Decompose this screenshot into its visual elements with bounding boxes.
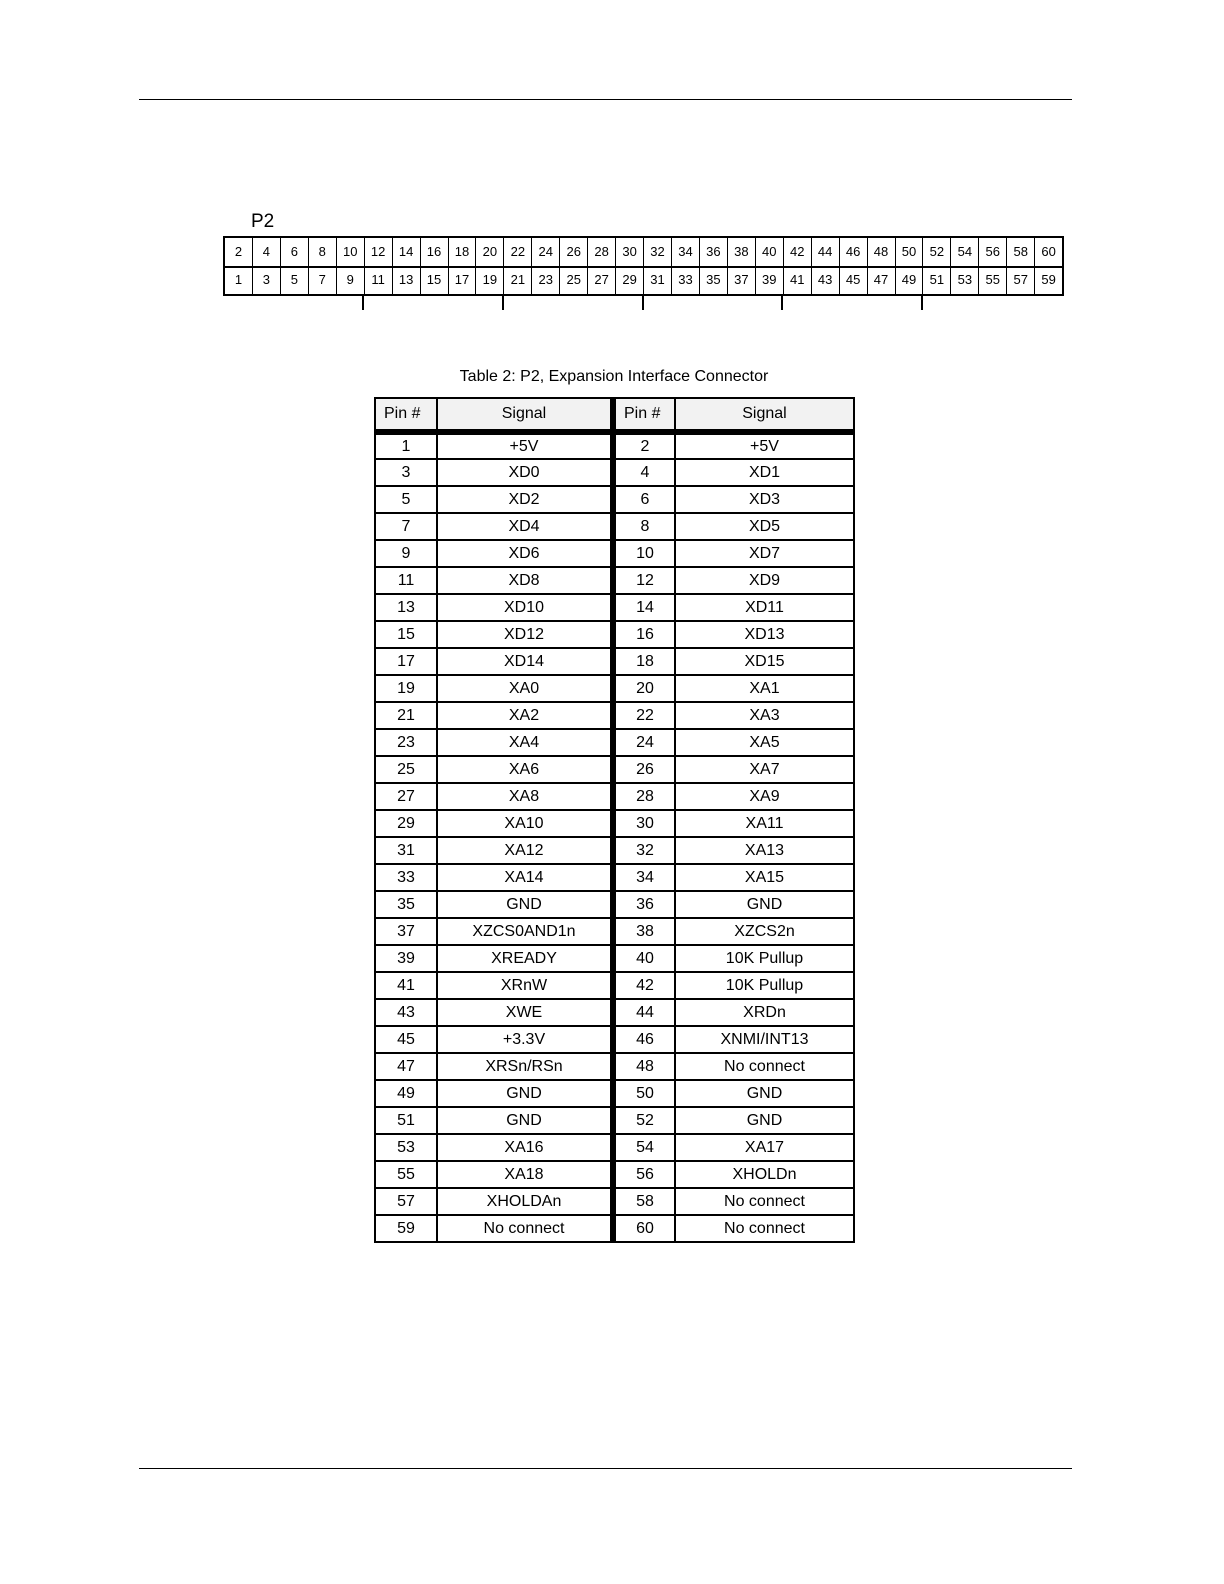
connector-label: P2 — [251, 211, 275, 232]
pin-number: 58 — [1007, 238, 1035, 266]
pin-cell: 49 — [375, 1080, 437, 1107]
pin-cell: 9 — [375, 540, 437, 567]
pin-number: 19 — [476, 266, 504, 294]
signal-cell: XD8 — [437, 567, 613, 594]
pin-number: 47 — [868, 266, 896, 294]
pin-number: 53 — [951, 266, 979, 294]
table-row — [375, 864, 854, 891]
pin-cell: 16 — [613, 621, 675, 648]
pin-number: 34 — [672, 238, 700, 266]
pin-cell: 58 — [613, 1188, 675, 1215]
pin-cell: 11 — [375, 567, 437, 594]
pin-number: 13 — [393, 266, 421, 294]
table-row — [375, 1161, 854, 1188]
signal-cell: XA7 — [675, 756, 854, 783]
signal-cell: XHOLDn — [675, 1161, 854, 1188]
pin-number: 21 — [504, 266, 532, 294]
pin-number: 51 — [923, 266, 951, 294]
pin-cell: 46 — [613, 1026, 675, 1053]
pin-cell: 37 — [375, 918, 437, 945]
pin-cell: 38 — [613, 918, 675, 945]
signal-cell: XA6 — [437, 756, 613, 783]
pin-cell: 52 — [613, 1107, 675, 1134]
signal-cell: XA0 — [437, 675, 613, 702]
pin-number: 55 — [979, 266, 1007, 294]
pin-cell: 19 — [375, 675, 437, 702]
pin-cell: 43 — [375, 999, 437, 1026]
pin-signal-table — [374, 397, 855, 1243]
pin-cell: 24 — [613, 729, 675, 756]
signal-cell: XD3 — [675, 486, 854, 513]
pin-number: 41 — [784, 266, 812, 294]
pin-number: 1 — [225, 266, 253, 294]
pin-cell: 7 — [375, 513, 437, 540]
pin-number: 3 — [253, 266, 281, 294]
pin-cell: 44 — [613, 999, 675, 1026]
pin-cell: 30 — [613, 810, 675, 837]
pin-number: 2 — [225, 238, 253, 266]
signal-cell: XD10 — [437, 594, 613, 621]
pin-number: 60 — [1041, 244, 1056, 259]
pin-number: 33 — [672, 266, 700, 294]
pin-number: 37 — [728, 266, 756, 294]
pin-number: 17 — [449, 266, 477, 294]
signal-cell: No connect — [437, 1215, 613, 1242]
table-row — [375, 459, 854, 486]
pin-number: 32 — [644, 238, 672, 266]
signal-cell: GND — [437, 1107, 613, 1134]
pin-cell: 34 — [613, 864, 675, 891]
table-row — [375, 513, 854, 540]
signal-cell: +3.3V — [437, 1026, 613, 1053]
pin-number: 23 — [532, 266, 560, 294]
pin-cell: 47 — [375, 1053, 437, 1080]
signal-cell: XD9 — [675, 567, 854, 594]
table-caption: Table 2: P2, Expansion Interface Connector — [459, 368, 769, 385]
pin-number: 15 — [421, 266, 449, 294]
pin-number: 43 — [812, 266, 840, 294]
table-row — [375, 702, 854, 729]
signal-cell: XRSn/RSn — [437, 1053, 613, 1080]
table-row — [375, 1026, 854, 1053]
table-row — [375, 1080, 854, 1107]
pin-number: 40 — [756, 238, 784, 266]
pin-number: 29 — [616, 266, 644, 294]
table-row — [375, 621, 854, 648]
pin-cell: 27 — [375, 783, 437, 810]
table-row — [375, 837, 854, 864]
connector-tick — [642, 296, 644, 310]
pin-number: 50 — [896, 238, 924, 266]
signal-cell: XZCS0AND1n — [437, 918, 613, 945]
signal-cell: XNMI/INT13 — [675, 1026, 854, 1053]
pin-cell: 13 — [375, 594, 437, 621]
header-rule — [139, 99, 1072, 100]
connector-pin-diagram — [223, 236, 1064, 296]
signal-cell: XD7 — [675, 540, 854, 567]
pin-cell: 60 — [613, 1215, 675, 1242]
table-row — [375, 648, 854, 675]
pin-cell: 15 — [375, 621, 437, 648]
signal-cell: XD11 — [675, 594, 854, 621]
connector-tick — [502, 296, 504, 310]
pin-number: 36 — [700, 238, 728, 266]
signal-cell: XA12 — [437, 837, 613, 864]
pin-cell: 39 — [375, 945, 437, 972]
connector-tick — [362, 296, 364, 310]
pin-number: 48 — [868, 238, 896, 266]
pin-cell: 56 — [613, 1161, 675, 1188]
table-row — [375, 783, 854, 810]
signal-cell: XA14 — [437, 864, 613, 891]
pin-number: 57 — [1007, 266, 1035, 294]
pin-cell: 6 — [613, 486, 675, 513]
pin-cell: 45 — [375, 1026, 437, 1053]
pin-number: 38 — [728, 238, 756, 266]
pin-number: 4 — [253, 238, 281, 266]
pin-number: 11 — [365, 266, 393, 294]
signal-cell: GND — [437, 1080, 613, 1107]
table-row — [375, 1053, 854, 1080]
pin-cell: 12 — [613, 567, 675, 594]
header-signal: Signal — [675, 398, 854, 432]
signal-cell: XA8 — [437, 783, 613, 810]
pin-number: 45 — [840, 266, 868, 294]
signal-cell: XRnW — [437, 972, 613, 999]
signal-cell: XD2 — [437, 486, 613, 513]
table-row — [375, 486, 854, 513]
pin-number: 14 — [393, 238, 421, 266]
pin-number: 35 — [700, 266, 728, 294]
pin-number: 8 — [309, 238, 337, 266]
table-row — [375, 1134, 854, 1161]
table-row — [375, 945, 854, 972]
signal-cell: XD4 — [437, 513, 613, 540]
signal-cell: No connect — [675, 1215, 854, 1242]
table-row — [375, 1188, 854, 1215]
pin-number: 22 — [504, 238, 532, 266]
pin-number: 42 — [784, 238, 812, 266]
pin-number: 24 — [532, 238, 560, 266]
pin-cell: 2 — [613, 432, 675, 459]
signal-cell: XD13 — [675, 621, 854, 648]
pin-number: 12 — [365, 238, 393, 266]
pin-cell: 42 — [613, 972, 675, 999]
table-row — [375, 675, 854, 702]
signal-cell: 10K Pullup — [675, 972, 854, 999]
even-pin-row — [225, 238, 1062, 268]
signal-cell: XA1 — [675, 675, 854, 702]
pin-number: 16 — [421, 238, 449, 266]
pin-number: 26 — [560, 238, 588, 266]
connector-tick — [781, 296, 783, 310]
footer-rule — [139, 1468, 1072, 1469]
pin-number: 10 — [337, 238, 365, 266]
signal-cell: XA4 — [437, 729, 613, 756]
pin-number: 44 — [812, 238, 840, 266]
pin-number: 9 — [337, 266, 365, 294]
table-row — [375, 567, 854, 594]
signal-cell: XA9 — [675, 783, 854, 810]
pin-cell: 51 — [375, 1107, 437, 1134]
header-pin: Pin # — [375, 398, 437, 432]
header-pin: Pin # — [613, 398, 675, 432]
pin-number: 30 — [616, 238, 644, 266]
signal-cell: XD12 — [437, 621, 613, 648]
signal-cell: XD5 — [675, 513, 854, 540]
signal-cell: XD0 — [437, 459, 613, 486]
signal-cell: GND — [437, 891, 613, 918]
pin-cell: 10 — [613, 540, 675, 567]
table-row — [375, 729, 854, 756]
pin-number: 5 — [281, 266, 309, 294]
table-row — [375, 1107, 854, 1134]
pin-number: 20 — [476, 238, 504, 266]
pin-cell: 36 — [613, 891, 675, 918]
pin-cell: 26 — [613, 756, 675, 783]
pin-number: 7 — [309, 266, 337, 294]
signal-cell: GND — [675, 1080, 854, 1107]
pin-cell: 33 — [375, 864, 437, 891]
signal-cell: XA2 — [437, 702, 613, 729]
pin-number: 49 — [896, 266, 924, 294]
pin-cell: 48 — [613, 1053, 675, 1080]
signal-cell: 10K Pullup — [675, 945, 854, 972]
pin-number: 39 — [756, 266, 784, 294]
signal-cell: XA3 — [675, 702, 854, 729]
signal-cell: XA11 — [675, 810, 854, 837]
pin-cell: 1 — [375, 432, 437, 459]
pin-number: 27 — [588, 266, 616, 294]
signal-cell: +5V — [675, 432, 854, 459]
signal-cell: XA10 — [437, 810, 613, 837]
signal-cell: XA18 — [437, 1161, 613, 1188]
pin-cell: 14 — [613, 594, 675, 621]
pin-number: 25 — [560, 266, 588, 294]
signal-cell: GND — [675, 891, 854, 918]
pin-number: 59 — [1041, 272, 1056, 287]
pin-cell: 50 — [613, 1080, 675, 1107]
pin-cell: 59 — [375, 1215, 437, 1242]
odd-pin-row — [225, 266, 1062, 294]
table-row — [375, 594, 854, 621]
signal-cell: XD6 — [437, 540, 613, 567]
signal-cell: XD14 — [437, 648, 613, 675]
signal-cell: No connect — [675, 1188, 854, 1215]
pin-number: 6 — [281, 238, 309, 266]
pin-number: 54 — [951, 238, 979, 266]
signal-cell: XZCS2n — [675, 918, 854, 945]
table-header-row — [375, 398, 854, 432]
pin-cell: 8 — [613, 513, 675, 540]
pin-number: 56 — [979, 238, 1007, 266]
pin-cell: 20 — [613, 675, 675, 702]
pin-cell: 54 — [613, 1134, 675, 1161]
pin-cell: 3 — [375, 459, 437, 486]
table-row — [375, 972, 854, 999]
signal-cell: GND — [675, 1107, 854, 1134]
pin-cell: 55 — [375, 1161, 437, 1188]
signal-cell: XHOLDAn — [437, 1188, 613, 1215]
table-row — [375, 918, 854, 945]
pin-cell: 40 — [613, 945, 675, 972]
pin-cell: 35 — [375, 891, 437, 918]
pin-cell: 41 — [375, 972, 437, 999]
pin-number: 46 — [840, 238, 868, 266]
header-signal: Signal — [437, 398, 613, 432]
pin-cell: 53 — [375, 1134, 437, 1161]
pin-cell: 23 — [375, 729, 437, 756]
signal-cell: XREADY — [437, 945, 613, 972]
table-row — [375, 756, 854, 783]
pin-cell: 25 — [375, 756, 437, 783]
signal-cell: XA17 — [675, 1134, 854, 1161]
pin-number: 18 — [449, 238, 477, 266]
signal-cell: XA5 — [675, 729, 854, 756]
pin-number: 52 — [923, 238, 951, 266]
pin-cell: 28 — [613, 783, 675, 810]
pin-cell: 17 — [375, 648, 437, 675]
pin-number: 31 — [644, 266, 672, 294]
pin-cell: 22 — [613, 702, 675, 729]
signal-cell: XD15 — [675, 648, 854, 675]
table-row — [375, 810, 854, 837]
signal-cell: XWE — [437, 999, 613, 1026]
pin-cell: 4 — [613, 459, 675, 486]
signal-cell: XA13 — [675, 837, 854, 864]
signal-cell: No connect — [675, 1053, 854, 1080]
signal-cell: XD1 — [675, 459, 854, 486]
pin-cell: 29 — [375, 810, 437, 837]
pin-cell: 18 — [613, 648, 675, 675]
connector-tick — [921, 296, 923, 310]
signal-cell: XA16 — [437, 1134, 613, 1161]
table-row — [375, 1215, 854, 1242]
pin-number: 28 — [588, 238, 616, 266]
table-row — [375, 999, 854, 1026]
table-row — [375, 540, 854, 567]
signal-cell: +5V — [437, 432, 613, 459]
table-row — [375, 891, 854, 918]
signal-cell: XA15 — [675, 864, 854, 891]
pin-cell: 21 — [375, 702, 437, 729]
pin-cell: 5 — [375, 486, 437, 513]
table-row — [375, 432, 854, 459]
pin-cell: 32 — [613, 837, 675, 864]
signal-cell: XRDn — [675, 999, 854, 1026]
pin-cell: 57 — [375, 1188, 437, 1215]
pin-cell: 31 — [375, 837, 437, 864]
